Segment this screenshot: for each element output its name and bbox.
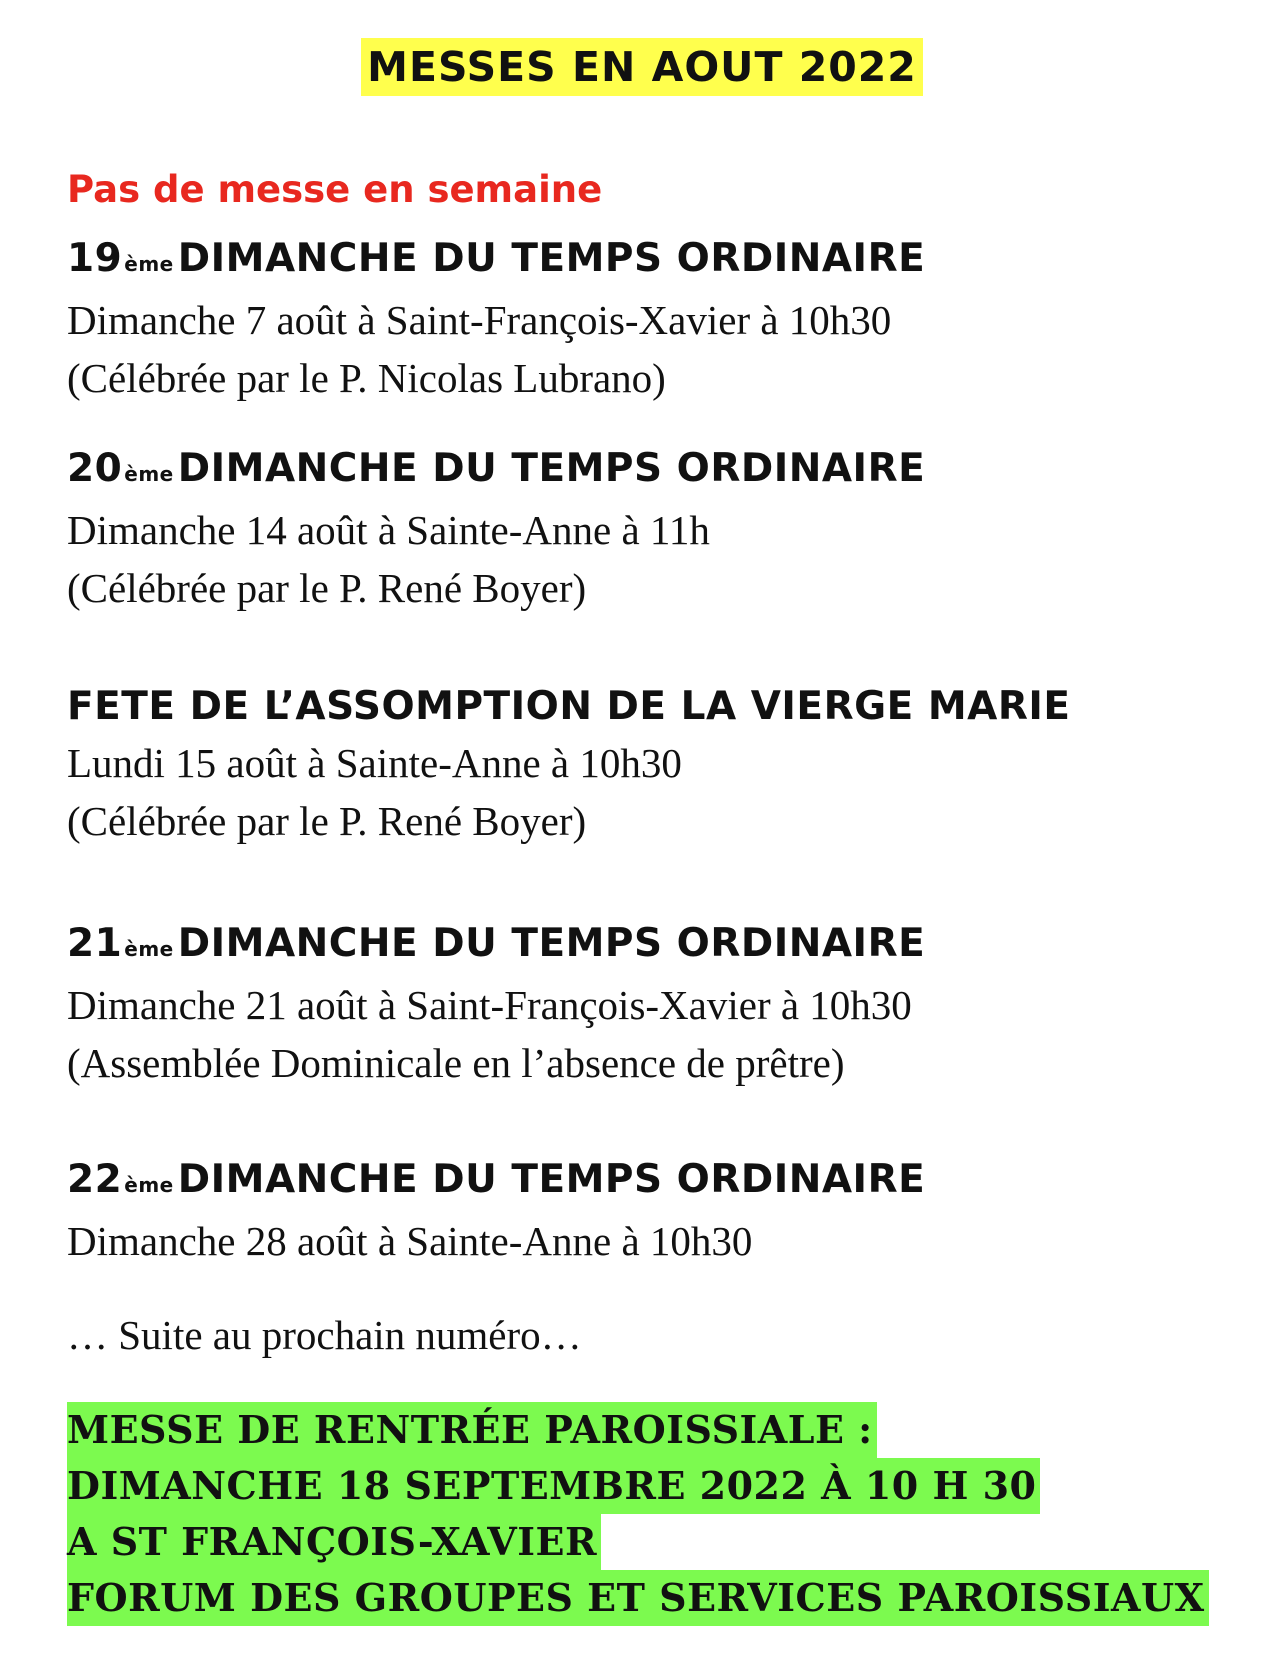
section-suffix: ème [124, 252, 174, 276]
section-number: 20 [67, 446, 123, 491]
mass-section-22 [67, 1153, 925, 1270]
section-line: (Célébrée par le P. René Boyer) [67, 565, 587, 611]
section-title: DIMANCHE DU TEMPS ORDINAIRE [177, 921, 926, 966]
section-suffix: ème [124, 937, 174, 961]
section-number: 22 [67, 1157, 123, 1202]
section-heading [67, 1153, 925, 1212]
section-line: Dimanche 14 août à Sainte-Anne à 11h [67, 507, 710, 553]
section-heading [67, 442, 925, 501]
announcement-line: DIMANCHE 18 SEPTEMBRE 2022 À 10 H 30 [67, 1458, 1040, 1514]
section-line: (Célébrée par le P. René Boyer) [67, 798, 587, 844]
page-title: MESSES EN AOUT 2022 [361, 38, 923, 96]
section-suffix: ème [124, 1173, 174, 1197]
section-title: DIMANCHE DU TEMPS ORDINAIRE [177, 446, 926, 491]
section-heading [67, 232, 925, 291]
announcement-line: MESSE DE RENTRÉE PAROISSIALE : [67, 1402, 877, 1458]
mass-section-21 [67, 917, 925, 1092]
section-number: 21 [67, 921, 123, 966]
announcement-box [67, 1402, 1209, 1626]
section-number: 19 [67, 236, 123, 281]
mass-section-19 [67, 232, 925, 407]
mass-section-20 [67, 442, 925, 617]
title-wrapper [0, 38, 1284, 96]
section-line: Dimanche 21 août à Saint-François-Xavier à 10h30 [67, 982, 912, 1028]
section-title: DIMANCHE DU TEMPS ORDINAIRE [177, 1157, 926, 1202]
section-heading [67, 917, 925, 976]
announcement-line: A ST FRANÇOIS-XAVIER [67, 1514, 601, 1570]
section-line: (Assemblée Dominicale en l’absence de prêtre) [67, 1040, 845, 1086]
section-heading [67, 680, 1071, 734]
section-title: DIMANCHE DU TEMPS ORDINAIRE [177, 236, 926, 281]
continuation-note: … Suite au prochain numéro… [67, 1312, 582, 1358]
mass-section-assumption [67, 680, 1071, 850]
section-line: Lundi 15 août à Sainte-Anne à 10h30 [67, 740, 682, 786]
section-title: FETE DE L’ASSOMPTION DE LA VIERGE MARIE [67, 684, 1071, 729]
weekday-note: Pas de messe en semaine [67, 168, 603, 211]
section-line: (Célébrée par le P. Nicolas Lubrano) [67, 355, 666, 401]
section-line: Dimanche 28 août à Sainte-Anne à 10h30 [67, 1218, 753, 1264]
announcement-line: FORUM DES GROUPES ET SERVICES PAROISSIAUX [67, 1570, 1209, 1626]
section-line: Dimanche 7 août à Saint-François-Xavier à 10h30 [67, 297, 892, 343]
section-suffix: ème [124, 462, 174, 486]
